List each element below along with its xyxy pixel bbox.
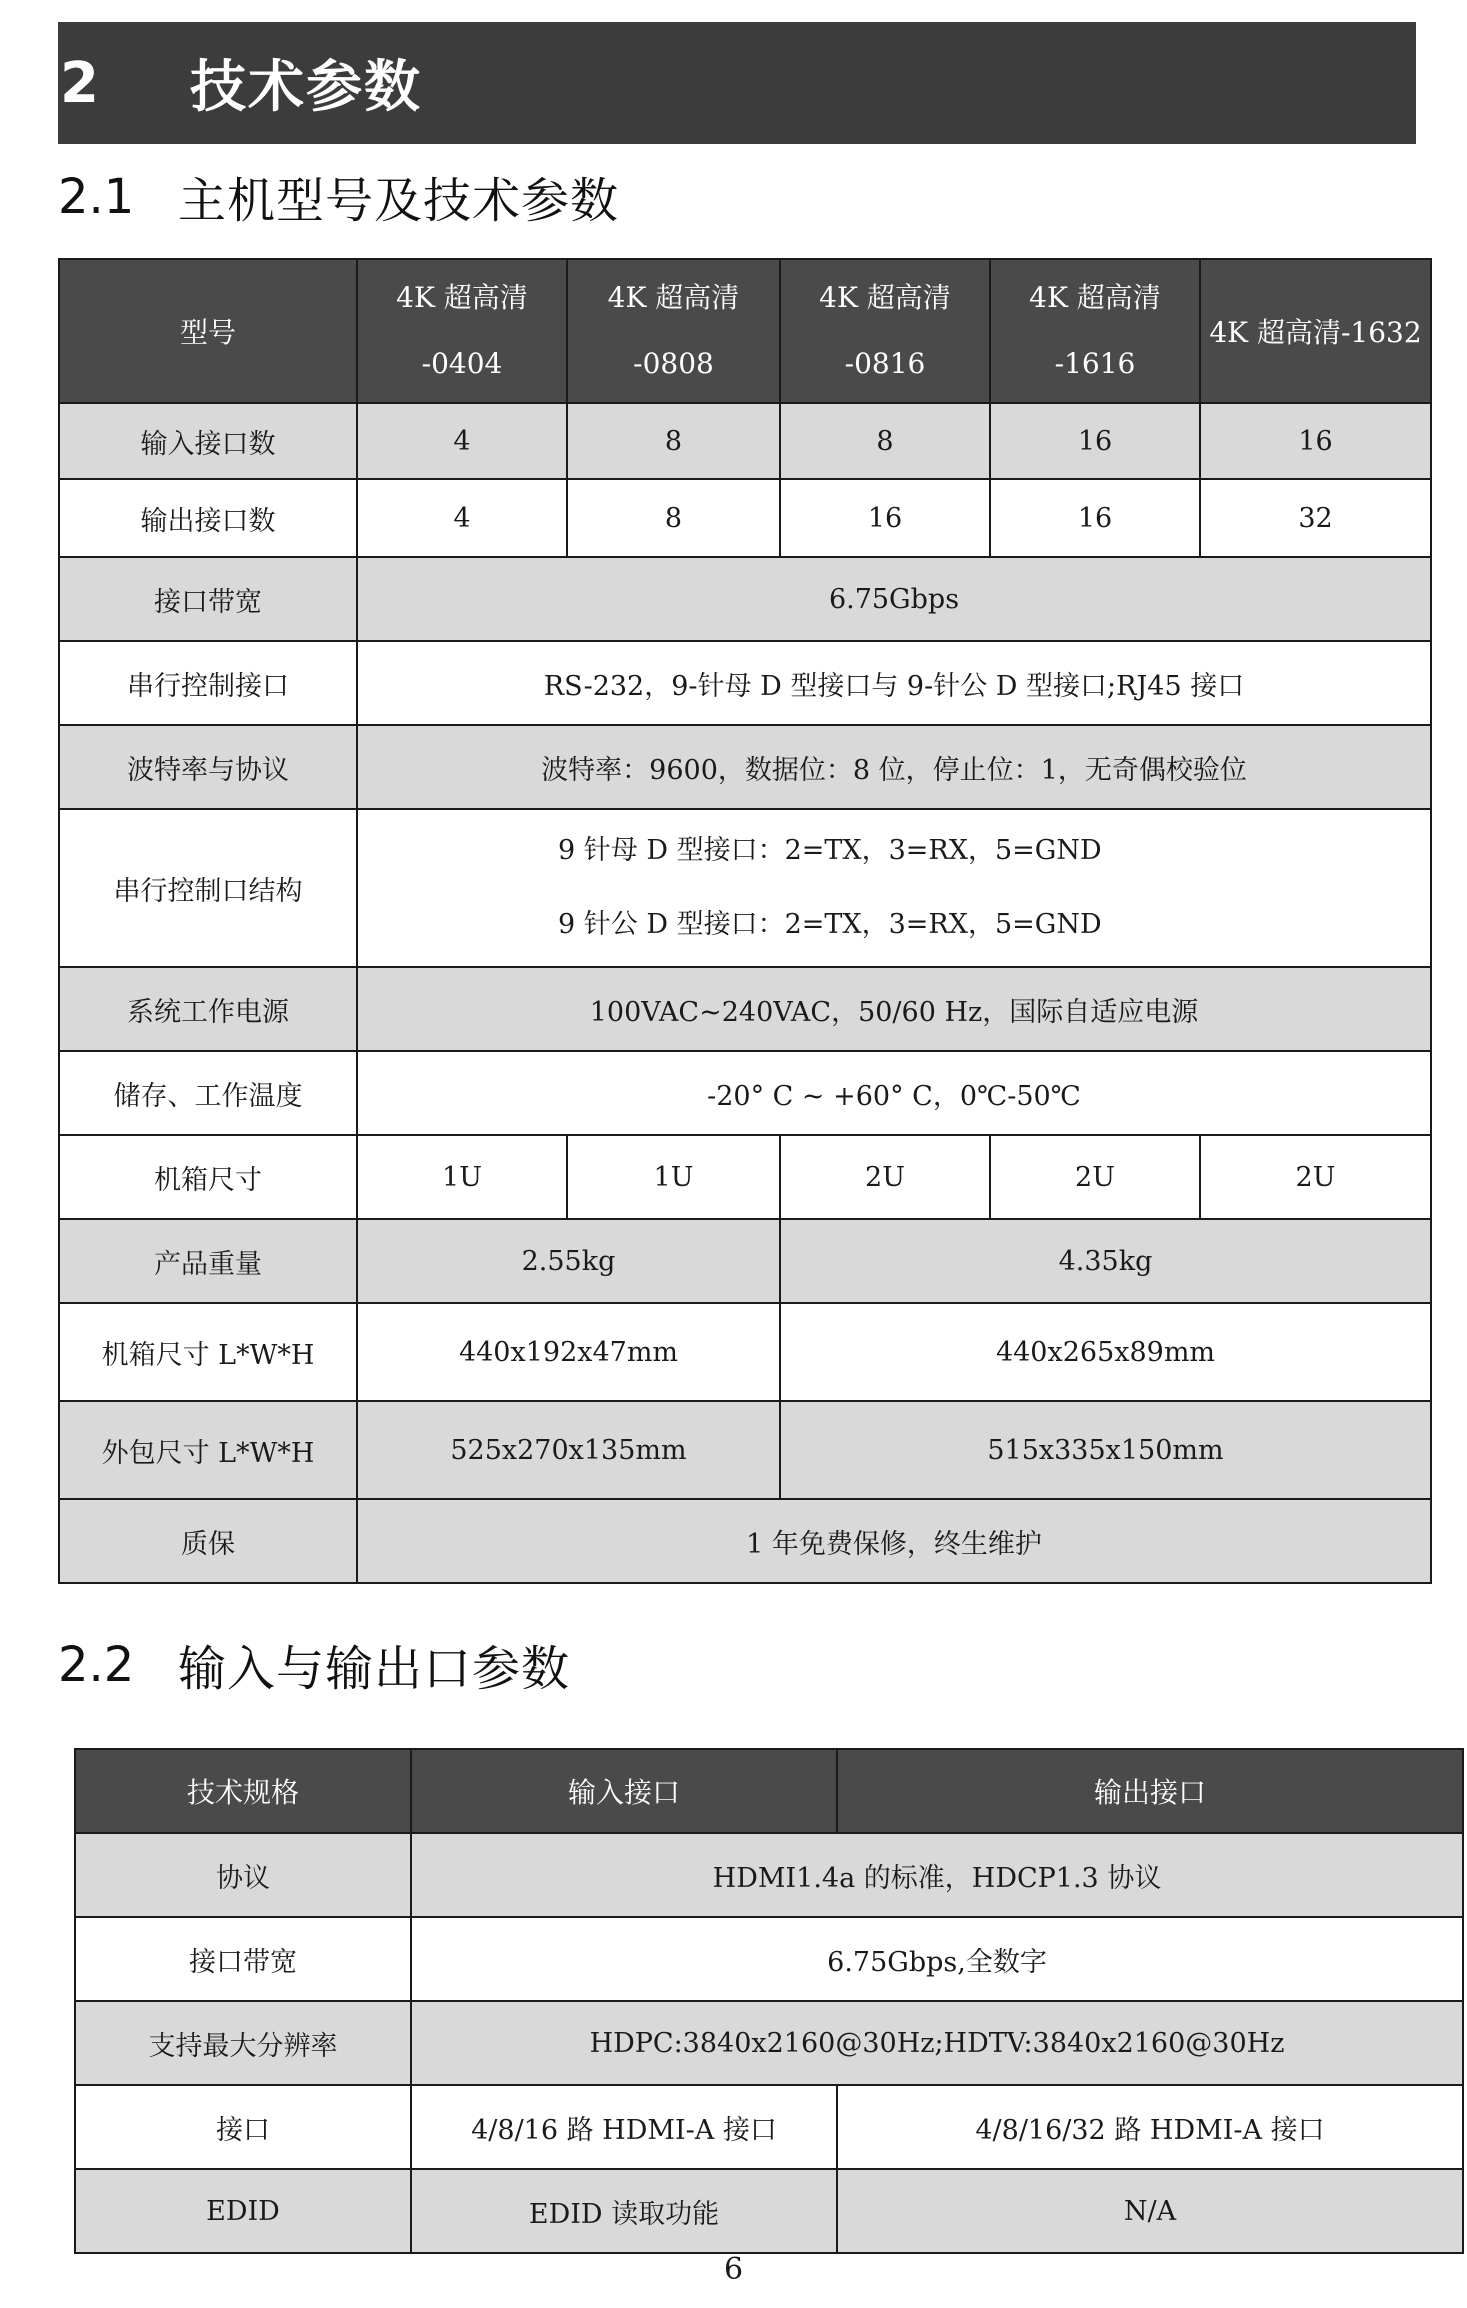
table-header-row bbox=[75, 1749, 1463, 1833]
cell: 2U bbox=[780, 1135, 990, 1219]
cell: 1U bbox=[567, 1135, 780, 1219]
row-label: 波特率与协议 bbox=[59, 725, 357, 809]
table-row bbox=[75, 2169, 1463, 2253]
row-label: 输出接口数 bbox=[59, 479, 357, 557]
cell: 6.75Gbps,全数字 bbox=[411, 1917, 1463, 2001]
cell: 525x270x135mm bbox=[357, 1401, 780, 1499]
row-label: 机箱尺寸 bbox=[59, 1135, 357, 1219]
table-row bbox=[59, 809, 1431, 967]
cell: 1U bbox=[357, 1135, 567, 1219]
row-label: 串行控制接口 bbox=[59, 641, 357, 725]
row-label: 机箱尺寸 L*W*H bbox=[59, 1303, 357, 1401]
table-row bbox=[59, 641, 1431, 725]
row-label: 产品重量 bbox=[59, 1219, 357, 1303]
cell: 8 bbox=[780, 403, 990, 479]
table-row bbox=[59, 1135, 1431, 1219]
cell: 440x192x47mm bbox=[357, 1303, 780, 1401]
header-cell: 输出接口 bbox=[837, 1749, 1463, 1833]
cell: 4/8/16/32 路 HDMI-A 接口 bbox=[837, 2085, 1463, 2169]
cell: 4/8/16 路 HDMI-A 接口 bbox=[411, 2085, 837, 2169]
cell: 9 针母 D 型接口：2=TX，3=RX，5=GND 9 针公 D 型接口：2=TX，3=RX，5=GND bbox=[357, 809, 1431, 967]
model-cell: 4K 超高清 -0404 bbox=[357, 259, 567, 403]
row-label: 串行控制口结构 bbox=[59, 809, 357, 967]
table-row bbox=[59, 1051, 1431, 1135]
table-row bbox=[75, 1833, 1463, 1917]
row-label: 外包尺寸 L*W*H bbox=[59, 1401, 357, 1499]
cell: 6.75Gbps bbox=[357, 557, 1431, 641]
model-cell: 4K 超高清 -0816 bbox=[780, 259, 990, 403]
cell: 8 bbox=[567, 403, 780, 479]
model-cell: 4K 超高清-1632 bbox=[1200, 259, 1431, 403]
cell: 32 bbox=[1200, 479, 1431, 557]
cell: -20° C ~ +60° C，0℃-50℃ bbox=[357, 1051, 1431, 1135]
cell: 16 bbox=[990, 403, 1200, 479]
row-label: 储存、工作温度 bbox=[59, 1051, 357, 1135]
cell: 2.55kg bbox=[357, 1219, 780, 1303]
cell: 515x335x150mm bbox=[780, 1401, 1431, 1499]
row-label: 支持最大分辨率 bbox=[75, 2001, 411, 2085]
model-cell: 4K 超高清 -1616 bbox=[990, 259, 1200, 403]
chapter-title: 技术参数 bbox=[190, 55, 422, 120]
row-label: EDID bbox=[75, 2169, 411, 2253]
table-row bbox=[59, 479, 1431, 557]
model-cell: 4K 超高清 -0808 bbox=[567, 259, 780, 403]
row-label: 接口带宽 bbox=[59, 557, 357, 641]
model-label: 型号 bbox=[59, 259, 357, 403]
cell: 4 bbox=[357, 479, 567, 557]
row-label: 质保 bbox=[59, 1499, 357, 1583]
section-heading-2-2 bbox=[58, 1630, 570, 1699]
section-number: 2.2 bbox=[58, 1636, 135, 1693]
cell: 1 年免费保修，终生维护 bbox=[357, 1499, 1431, 1583]
table-row bbox=[59, 1401, 1431, 1499]
section-title: 主机型号及技术参数 bbox=[178, 173, 620, 229]
specs-table bbox=[58, 258, 1432, 1584]
cell: 8 bbox=[567, 479, 780, 557]
row-label: 系统工作电源 bbox=[59, 967, 357, 1051]
cell: 波特率：9600，数据位：8 位，停止位：1，无奇偶校验位 bbox=[357, 725, 1431, 809]
cell: 2U bbox=[990, 1135, 1200, 1219]
chapter-number: 2 bbox=[60, 50, 99, 116]
cell: 16 bbox=[990, 479, 1200, 557]
cell: 4.35kg bbox=[780, 1219, 1431, 1303]
io-table bbox=[74, 1748, 1464, 2254]
table-row bbox=[59, 1499, 1431, 1583]
cell: RS-232，9-针母 D 型接口与 9-针公 D 型接口;RJ45 接口 bbox=[357, 641, 1431, 725]
cell: 16 bbox=[1200, 403, 1431, 479]
cell: EDID 读取功能 bbox=[411, 2169, 837, 2253]
table-header-row bbox=[59, 259, 1431, 403]
table-row bbox=[75, 1917, 1463, 2001]
section-heading-2-1 bbox=[58, 162, 619, 231]
section-title: 输入与输出口参数 bbox=[178, 1641, 571, 1697]
row-label: 接口带宽 bbox=[75, 1917, 411, 2001]
cell: 100VAC~240VAC，50/60 Hz，国际自适应电源 bbox=[357, 967, 1431, 1051]
row-label: 接口 bbox=[75, 2085, 411, 2169]
header-cell: 技术规格 bbox=[75, 1749, 411, 1833]
table-row bbox=[59, 1303, 1431, 1401]
cell: N/A bbox=[837, 2169, 1463, 2253]
table-row bbox=[59, 557, 1431, 641]
cell: 440x265x89mm bbox=[780, 1303, 1431, 1401]
header-cell: 输入接口 bbox=[411, 1749, 837, 1833]
cell: 2U bbox=[1200, 1135, 1431, 1219]
table-row bbox=[59, 1219, 1431, 1303]
row-label: 输入接口数 bbox=[59, 403, 357, 479]
chapter-heading bbox=[58, 22, 1416, 144]
page-number: 6 bbox=[723, 2252, 744, 2287]
table-row bbox=[59, 403, 1431, 479]
table-row bbox=[59, 725, 1431, 809]
table-row bbox=[59, 967, 1431, 1051]
cell: 16 bbox=[780, 479, 990, 557]
row-label: 协议 bbox=[75, 1833, 411, 1917]
cell: 4 bbox=[357, 403, 567, 479]
table-row bbox=[75, 2085, 1463, 2169]
table-row bbox=[75, 2001, 1463, 2085]
cell: HDPC:3840x2160@30Hz;HDTV:3840x2160@30Hz bbox=[411, 2001, 1463, 2085]
section-number: 2.1 bbox=[58, 168, 135, 225]
cell: HDMI1.4a 的标准，HDCP1.3 协议 bbox=[411, 1833, 1463, 1917]
